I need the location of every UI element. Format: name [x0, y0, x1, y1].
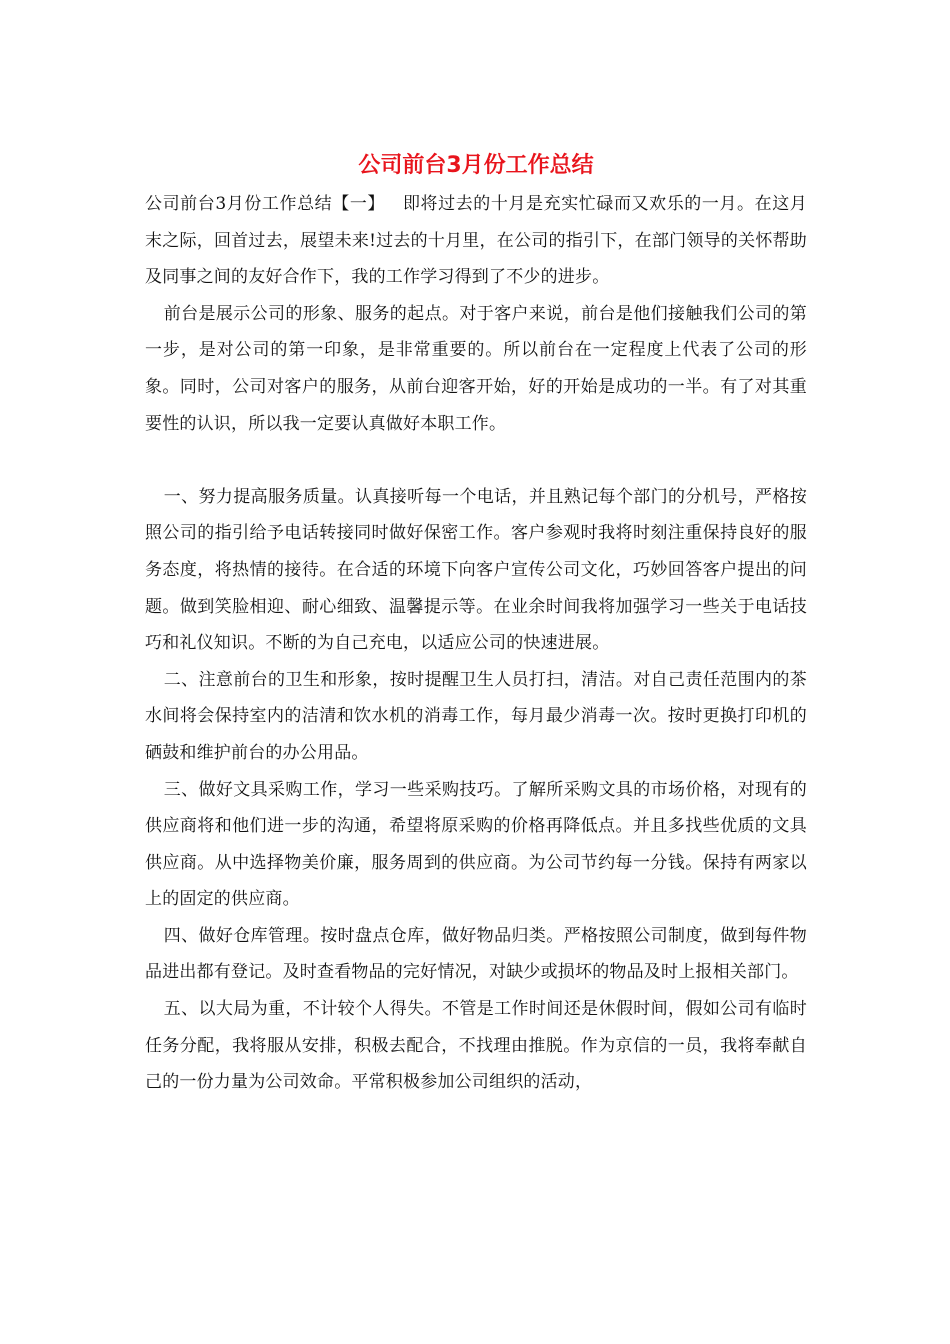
- paragraph-point-1: 一、努力提高服务质量。认真接听每一个电话，并且熟记每个部门的分机号，严格按照公司的指引给予电话转接同时做好保密工作。客户参观时我将时刻注重保持良好的服务态度，将热情的接待。在合适的环境下向客户宣传公司文化，巧妙回答客户提出的问题。做到笑脸相迎、耐心细致、温馨提示等。在业余时间我将加强学习一些关于电话技巧和礼仪知识。不断的为自己充电，以适应公司的快速进展。: [145, 486, 807, 654]
- document-page: [145, 148, 807, 1101]
- paragraph-point-3: 三、做好文具采购工作，学习一些采购技巧。了解所采购文具的市场价格，对现有的供应商将和他们进一步的沟通，希望将原采购的价格再降低点。并且多找些优质的文具供应商。从中选择物美价廉，服务周到的供应商。为公司节约每一分钱。保持有两家以上的固定的供应商。: [145, 779, 807, 910]
- paragraph-point-4: 四、做好仓库管理。按时盘点仓库，做好物品归类。严格按照公司制度，做到每件物品进出都有登记。及时查看物品的完好情况，对缺少或损坏的物品及时上报相关部门。: [145, 925, 807, 983]
- paragraph-intro: 公司前台3月份工作总结【一】 即将过去的十月是充实忙碌而又欢乐的一月。在这月末之际，回首过去，展望未来!过去的十月里，在公司的指引下，在部门领导的关怀帮助及同事之间的友好合作下，我的工作学习得到了不少的进步。: [145, 194, 807, 288]
- blank-line: [145, 442, 807, 479]
- paragraph-point-5: 五、以大局为重，不计较个人得失。不管是工作时间还是休假时间，假如公司有临时任务分配，我将服从安排，积极去配合，不找理由推脱。作为京信的一员，我将奉献自己的一份力量为公司效命。平常积极参加公司组织的活动，: [145, 999, 807, 1093]
- paragraph-front-desk-role: 前台是展示公司的形象、服务的起点。对于客户来说，前台是他们接触我们公司的第一步，是对公司的第一印象，是非常重要的。所以前台在一定程度上代表了公司的形象。同时，公司对客户的服务，从前台迎客开始，好的开始是成功的一半。有了对其重要性的认识，所以我一定要认真做好本职工作。: [145, 303, 807, 434]
- document-title: 公司前台3月份工作总结: [358, 153, 594, 178]
- paragraph-point-2: 二、注意前台的卫生和形象，按时提醒卫生人员打扫，清洁。对自己责任范围内的茶水间将会保持室内的洁清和饮水机的消毒工作，每月最少消毒一次。按时更换打印机的硒鼓和维护前台的办公用品。: [145, 669, 807, 763]
